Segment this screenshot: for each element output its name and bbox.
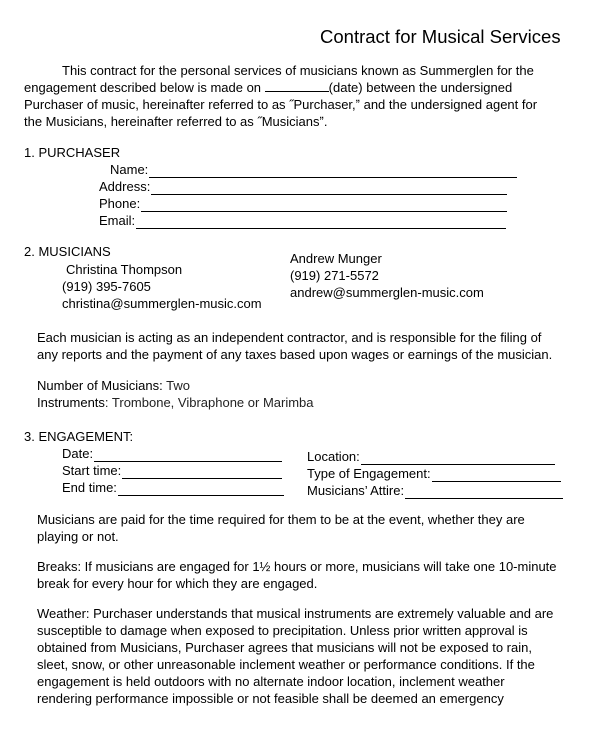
instruments-row <box>37 394 314 411</box>
email-label: Email: <box>99 213 136 228</box>
paid-paragraph <box>37 511 597 545</box>
weather-line: obtained from Musicians, Purchaser agrees that musicians will not be exposed to rain, <box>37 640 532 655</box>
intro-text: engagement described below is made on <box>24 80 265 95</box>
weather-line: Weather: Purchaser understands that musical instruments are extremely valuable and are <box>37 606 554 621</box>
address-field[interactable] <box>151 182 507 195</box>
location-field[interactable] <box>361 452 555 465</box>
address-label: Address: <box>99 179 151 194</box>
engagement-type-row <box>307 465 561 482</box>
name-label: Name: <box>110 162 149 177</box>
paid-line: playing or not. <box>37 529 119 544</box>
email-field[interactable] <box>136 216 506 229</box>
phone-label: Phone: <box>99 196 141 211</box>
intro-line: Purchaser of music, hereinafter referred to as ˝Purchaser,ˮ and the undersigned agent for <box>24 97 538 112</box>
weather-line: susceptible to damage when exposed to precipitation. Unless prior written approval is <box>37 623 528 638</box>
engagement-end-row <box>62 479 284 496</box>
breaks-line: break for every hour for which they are engaged. <box>37 576 318 591</box>
purchaser-name-row <box>110 161 517 178</box>
phone-field[interactable] <box>141 199 507 212</box>
name-field[interactable] <box>149 165 517 178</box>
purchaser-phone-row <box>99 195 507 212</box>
instruments-label: Instruments <box>37 395 105 410</box>
end-time-field[interactable] <box>118 483 284 496</box>
date-blank[interactable] <box>265 80 329 92</box>
engagement-date-row <box>62 445 282 462</box>
musician-count-value: Two <box>162 378 190 393</box>
breaks-paragraph <box>37 558 597 592</box>
attire-label: Musicians’ Attire: <box>307 483 405 498</box>
weather-line: sleet, snow, or other unreasonable inclement weather or performance conditions. If the <box>37 657 535 672</box>
intro-paragraph <box>24 62 584 130</box>
purchaser-heading: 1. PURCHASER <box>24 145 121 160</box>
intro-line: the Musicians, hereinafter referred to as ˝Musiciansˮ. <box>24 114 328 129</box>
location-label: Location: <box>307 449 360 464</box>
start-time-field[interactable] <box>122 466 282 479</box>
intro-line: This contract for the personal services of musicians known as Summerglen for the <box>62 63 534 78</box>
engagement-date-label: Date: <box>62 446 94 461</box>
contractor-line: any reports and the payment of any taxes based upon wages or earnings of the musician. <box>37 347 553 362</box>
musicians-heading: 2. MUSICIANS <box>24 244 111 259</box>
intro-text: (date) between the undersigned <box>328 80 513 95</box>
musician-count-row <box>37 377 190 394</box>
musician-2-name: Andrew Munger <box>290 251 382 266</box>
purchaser-address-row <box>99 178 507 195</box>
intro-line <box>24 79 584 96</box>
weather-line: engagement is held outdoors with no alternate indoor location, inclement weather <box>37 674 505 689</box>
end-time-label: End time: <box>62 480 117 495</box>
engagement-location-row <box>307 448 555 465</box>
musician-2-phone: (919) 271-5572 <box>290 268 379 283</box>
musician-2-email: andrew@summerglen-music.com <box>290 285 484 300</box>
attire-field[interactable] <box>405 486 563 499</box>
contractor-paragraph <box>37 329 597 363</box>
engagement-type-label: Type of Engagement: <box>307 466 431 481</box>
breaks-line: Breaks: If musicians are engaged for 1½ hours or more, musicians will take one 10-minute <box>37 559 557 574</box>
weather-line: rendering performance impossible or not feasible shall be deemed an emergency <box>37 691 504 706</box>
musician-1-name: Christina Thompson <box>66 262 183 277</box>
purchaser-email-row <box>99 212 506 229</box>
musician-count-label: Number of Musicians: <box>37 378 163 393</box>
engagement-start-row <box>62 462 282 479</box>
musician-1-phone: (919) 395-7605 <box>62 279 151 294</box>
instruments-value: : Trombone, Vibraphone or Marimba <box>104 395 314 410</box>
engagement-date-field[interactable] <box>94 449 282 462</box>
musician-1-email: christina@summerglen-music.com <box>62 296 262 311</box>
engagement-attire-row <box>307 482 563 499</box>
weather-paragraph <box>37 605 597 707</box>
contractor-line: Each musician is acting as an independent contractor, and is responsible for the filing of <box>37 330 542 345</box>
engagement-heading: 3. ENGAGEMENT: <box>24 429 134 444</box>
paid-line: Musicians are paid for the time required for them to be at the event, whether they are <box>37 512 525 527</box>
engagement-type-field[interactable] <box>432 469 561 482</box>
document-title: Contract for Musical Services <box>320 26 561 47</box>
start-time-label: Start time: <box>62 463 122 478</box>
